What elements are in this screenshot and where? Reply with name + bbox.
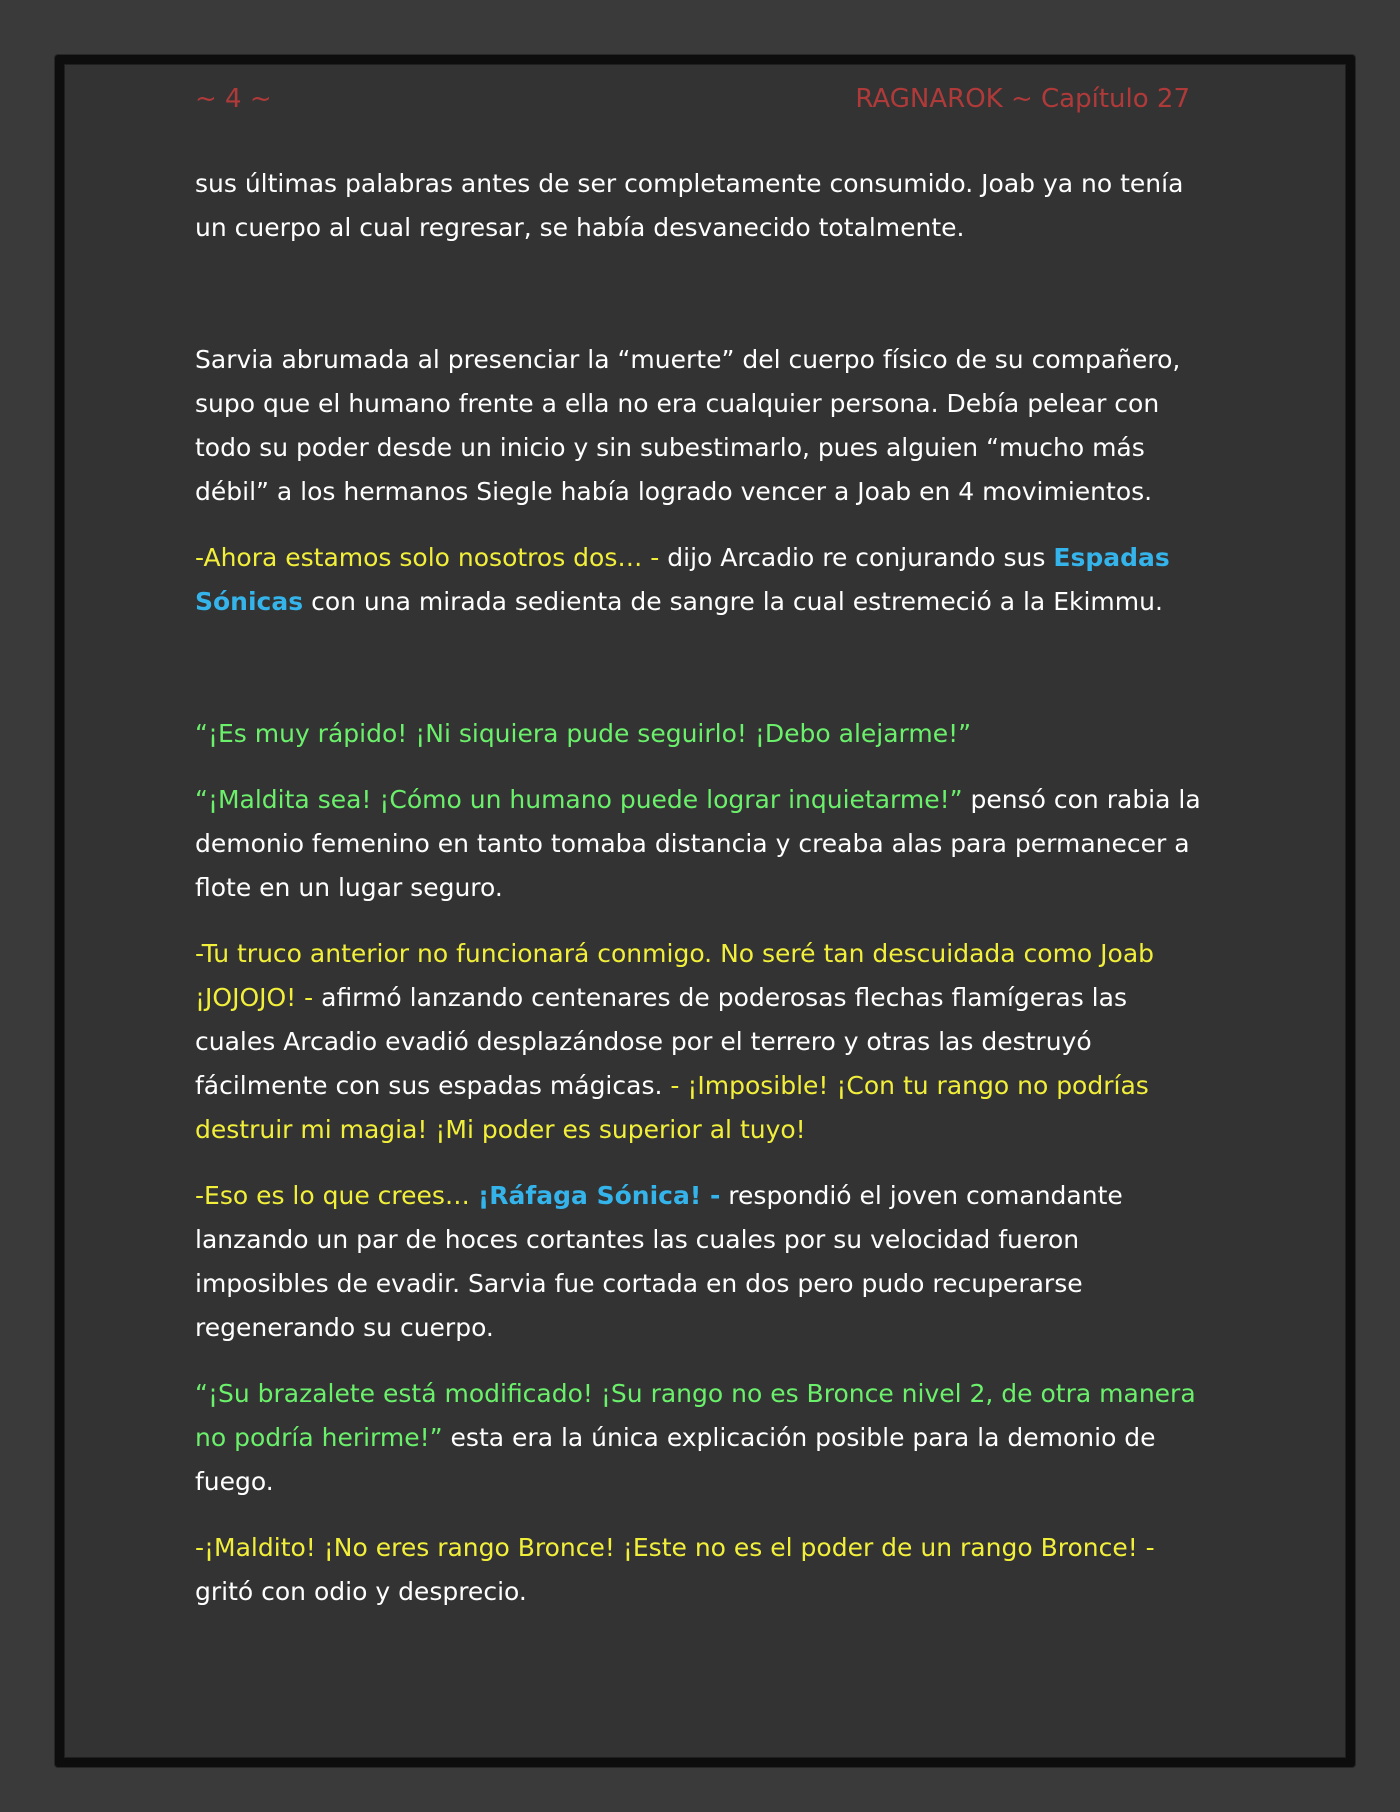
chapter-title: RAGNAROK ~ Capítulo 27: [855, 84, 1190, 114]
thought-text: “¡Su brazalete está modificado! ¡Su rango no es Bronce nivel 2, de otra manera no podría herirme!”: [195, 1379, 1196, 1452]
paragraph: [195, 338, 1207, 514]
narration-text: sus últimas palabras antes de ser completamente consumido. Joab ya no tenía un cuerpo al cual regresar, se había desvanecido totalmente.: [195, 169, 1184, 242]
paragraph: [195, 1526, 1207, 1614]
narration-text: afirmó lanzando centenares de poderosas flechas flamígeras las cuales Arcadio evadió desplazándose por el terrero y otras las destruyó fácilmente con sus espadas mágicas.: [195, 983, 1127, 1100]
dialogue-text: -Eso es lo que crees…: [195, 1181, 478, 1210]
paragraph: [195, 536, 1207, 624]
paragraph: [195, 1174, 1207, 1350]
narration-text: dijo Arcadio re conjurando sus: [659, 543, 1054, 572]
narration-text: esta era la única explicación posible para la demonio de fuego.: [195, 1423, 1156, 1496]
spell-name: Espadas Sónicas: [195, 543, 1170, 616]
paragraph: [195, 778, 1207, 910]
narration-text: Sarvia abrumada al presenciar la “muerte” del cuerpo físico de su compañero, supo que el humano frente a ella no era cualquier persona. Debía pelear con todo su poder desde un inicio y sin subestimarlo, pues alguien “mucho más débil” a los hermanos Siegle había logrado vencer a Joab en 4 movimientos.: [195, 345, 1181, 506]
thought-text: “¡Maldita sea! ¡Cómo un humano puede lograr inquietarme!”: [195, 785, 963, 814]
narration-text: con una mirada sedienta de sangre la cual estremeció a la Ekimmu.: [303, 587, 1163, 616]
narration-text: respondió el joven comandante lanzando un par de hoces cortantes las cuales por su velocidad fueron imposibles de evadir. Sarvia fue cortada en dos pero pudo recuperarse regenerando su cuerpo.: [195, 1181, 1123, 1342]
paragraph-gap: [195, 646, 1207, 712]
thought-text: “¡Es muy rápido! ¡Ni siquiera pude seguirlo! ¡Debo alejarme!”: [195, 719, 972, 748]
dialogue-text: - ¡Imposible! ¡Con tu rango no podrías destruir mi magia! ¡Mi poder es superior al tuyo!: [195, 1071, 1149, 1144]
paragraph: [195, 162, 1207, 250]
dialogue-text: -¡Maldito! ¡No eres rango Bronce! ¡Este no es el poder de un rango Bronce! -: [195, 1533, 1155, 1562]
narration-text: gritó con odio y desprecio.: [195, 1577, 527, 1606]
paragraph: [195, 1372, 1207, 1504]
page-header: [195, 84, 1190, 124]
dialogue-text: -Ahora estamos solo nosotros dos… -: [195, 543, 660, 572]
document-body: [195, 162, 1207, 1636]
spell-dash: -: [701, 1181, 721, 1210]
paragraph: [195, 932, 1207, 1152]
paragraph: [195, 712, 1207, 756]
spell-name: ¡Ráfaga Sónica!: [477, 1181, 702, 1210]
dialogue-text: -Tu truco anterior no funcionará conmigo. No seré tan descuidada como Joab ¡JOJOJO! -: [195, 939, 1155, 1012]
paragraph-gap: [195, 272, 1207, 338]
narration-text: pensó con rabia la demonio femenino en tanto tomaba distancia y creaba alas para permanecer a flote en un lugar seguro.: [195, 785, 1201, 902]
page-number: ~ 4 ~: [195, 84, 272, 114]
